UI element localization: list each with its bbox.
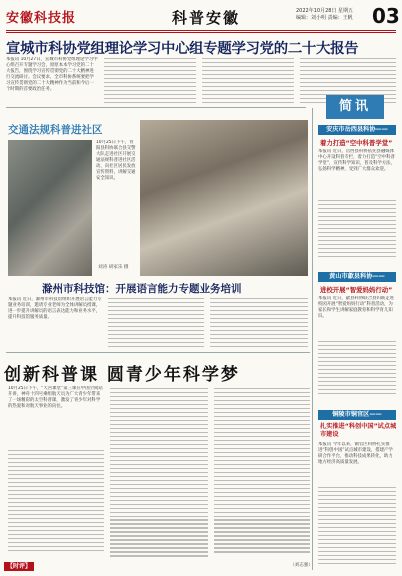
lead-article-col1: 本报讯 10月27日，宣城市科协党组理论学习中心组召开专题学习会，原原本本学习党的二十大报告，围绕学习宣传贯彻党的二十大精神进行交流研讨。会议要求，全市科协系统要把学习宣传贯彻党的二十大精神作为当前和今后一个时期的首要政治任务。 xyxy=(6,57,98,92)
lead-article-col2 xyxy=(104,58,196,106)
brief1-more xyxy=(318,200,396,260)
column-divider xyxy=(312,108,313,570)
page-number: 03 xyxy=(372,4,400,28)
brief2-banner: 黄山市歙县科协—— xyxy=(318,272,396,282)
lead-article-col3 xyxy=(202,58,294,106)
feature-title: 滁州市科技馆：开展语言能力专题业务培训 xyxy=(42,283,242,295)
main-headline: 宣城市科协党组理论学习中心组专题学习党的二十大报告 xyxy=(6,41,359,57)
essay-col2 xyxy=(110,388,208,559)
brief1-text: 本报讯 近日，岳西县科协依托县融媒体中心开设科普专栏，着力打造“空中科普学堂”，宣传科学知识，普及科学方法，弘扬科学精神，受到广大群众欢迎。 xyxy=(318,149,395,172)
essay-col1b xyxy=(8,450,104,554)
section-title: 科普安徽 xyxy=(172,9,241,27)
brief3-text: 本报讯 今年以来，铜官区科协扎实推进“科创中国”试点城市建设，搭建产学研合作平台，推动科技成果转化，助力地方经济高质量发展。 xyxy=(318,442,393,465)
brief1-banner: 安庆市岳西县科协—— xyxy=(318,125,396,135)
traffic-byline: 刘涛 胡家乐 摄 xyxy=(98,265,129,270)
training-photo xyxy=(140,120,308,276)
commentary-tag: 【时评】 xyxy=(4,562,34,571)
brief3-headline: 扎实推进“科创中国”试点城市建设 xyxy=(320,423,397,438)
brief2-headline: 进校开展“智爱妈妈行动” xyxy=(320,286,393,294)
traffic-caption: 10月25日下午，青阳县科协联合县交警大队走进社区开展交通法规科普进社区活动，向社区居民发放宣传资料，讲解交通安全知识。 xyxy=(96,140,136,181)
feature-col2 xyxy=(108,298,204,350)
masthead: 安徽科技报 xyxy=(6,11,77,26)
feature-col3 xyxy=(210,298,308,350)
header-rule xyxy=(6,30,396,31)
brief-label: 简讯 xyxy=(326,95,384,119)
traffic-photo xyxy=(8,140,92,276)
section-divider xyxy=(6,107,306,108)
essay-col3 xyxy=(214,388,310,555)
brief1-headline: 着力打造“空中科普学堂” xyxy=(320,139,393,147)
brief3-more xyxy=(318,487,396,567)
date-info xyxy=(296,8,353,22)
date-line: 2022年10月28日 星期五 xyxy=(296,8,354,14)
essay-col1: 10月25日下午，“天宫课堂”第三课在中国空间站开讲，神舟十四号乘组航天员为广大青少年带来了一场精彩的太空科普课，激发了青少年对科学的热爱和对航天事业的向往。 xyxy=(8,386,103,409)
header-rule-thin xyxy=(6,32,396,33)
essay-title: 创新科普课 圆青少年科学梦 xyxy=(4,365,240,385)
section-divider-2 xyxy=(6,352,310,353)
page-header xyxy=(0,0,402,36)
brief2-more xyxy=(318,341,396,397)
feature-col1: 本报讯 近日，滁州市科技馆组织开展语言能力专题业务培训，邀请专业老师为全体讲解员授课，进一步提升讲解员的语言表达能力和业务水平，提升科技馆服务质量。 xyxy=(8,297,102,320)
editor-line: 编辑：刘小明 责编：王帆 xyxy=(296,15,353,21)
traffic-box-title: 交通法规科普进社区 xyxy=(8,124,103,136)
essay-author: （刘志强） xyxy=(290,563,313,568)
brief2-text: 本报讯 近日，歙县科协联合县妇联走进校园开展“智爱妈妈行动”科普活动，为家长和学生讲解家庭教育和科学育儿知识。 xyxy=(318,296,395,319)
brief3-banner: 铜陵市铜官区—— xyxy=(318,410,396,420)
